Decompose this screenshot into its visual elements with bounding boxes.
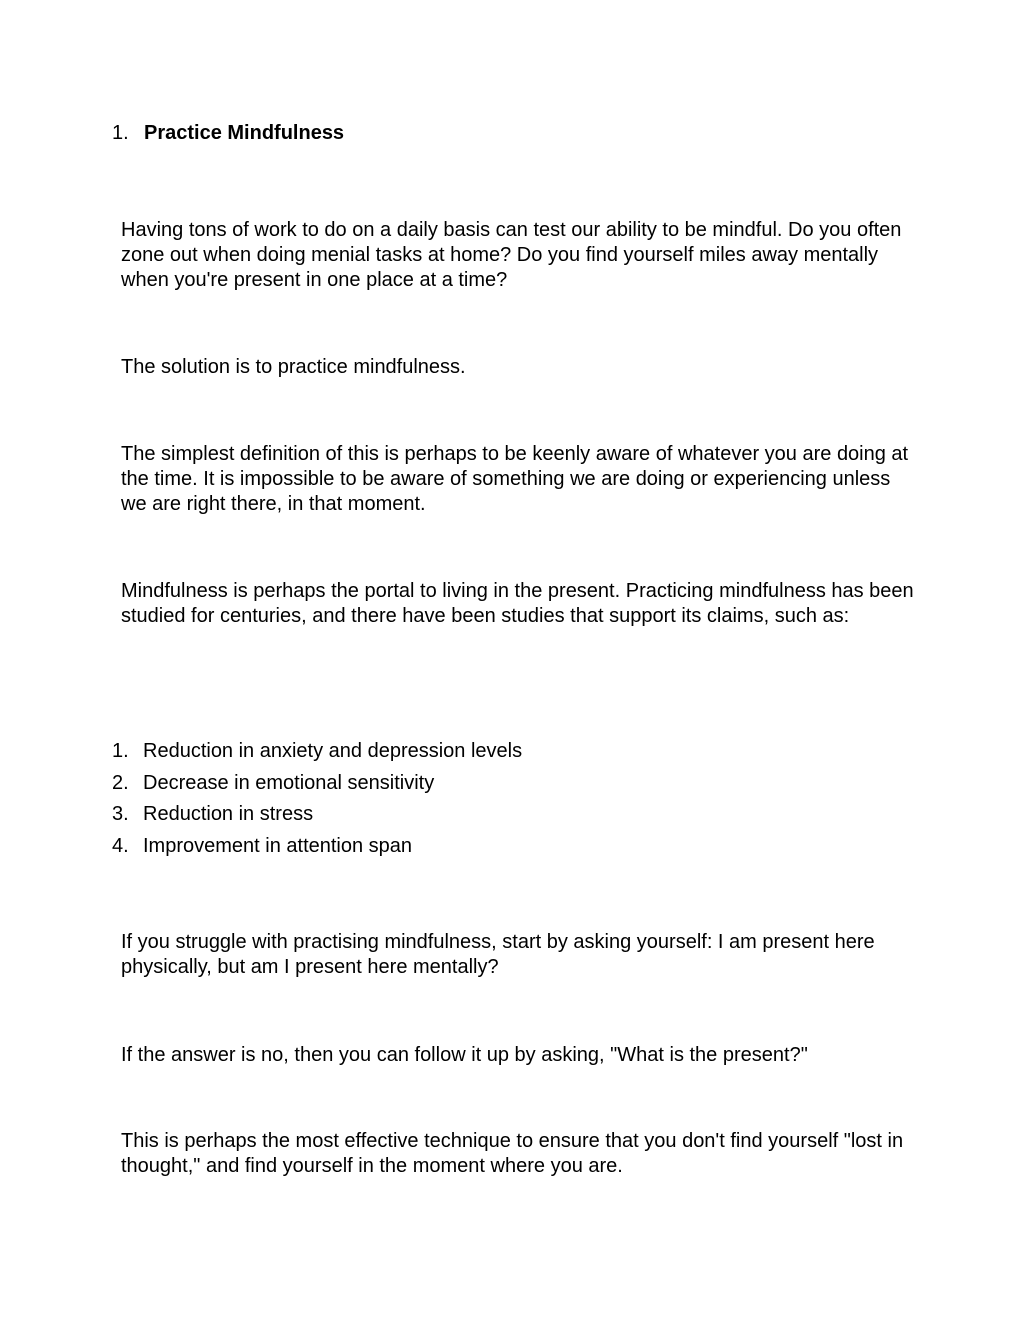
paragraph-intro: Having tons of work to do on a daily basis can test our ability to be mindful. Do you often zone out when doing menial tasks at home? Do you find yourself miles away mentally when you're present in one place at a time?	[121, 219, 902, 291]
list-item-number: 3.	[112, 803, 129, 825]
paragraph-technique: This is perhaps the most effective technique to ensure that you don't find yourself "lost in thought," and find yourself in the moment where you are.	[121, 1130, 904, 1177]
paragraph-portal: Mindfulness is perhaps the portal to living in the present. Practicing mindfulness has been studied for centuries, and there have been studies that support its claims, such as:	[121, 580, 914, 627]
list-item-number: 2.	[112, 771, 129, 794]
benefits-list	[112, 738, 522, 864]
list-item-text: Reduction in anxiety and depression levels	[143, 740, 523, 762]
list-item	[112, 738, 522, 770]
paragraph-definition: The simplest definition of this is perhaps to be keenly aware of whatever you are doing at the time. It is impossible to be aware of something we are doing or experiencing unless we are right there, in that moment.	[121, 443, 909, 515]
heading-number: 1.	[112, 122, 129, 144]
list-item-text: Improvement in attention span	[143, 834, 413, 857]
list-item	[112, 801, 522, 833]
list-item	[112, 770, 522, 802]
paragraph-struggle: If you struggle with practising mindfulness, start by asking yourself: I am present here physically, but am I present here mentally?	[121, 931, 875, 978]
list-item-text: Decrease in emotional sensitivity	[143, 771, 435, 794]
list-item	[112, 833, 522, 865]
heading-title: Practice Mindfulness	[144, 122, 345, 144]
section-heading	[112, 120, 344, 146]
list-item-number: 4.	[112, 834, 129, 857]
list-item-text: Reduction in stress	[143, 803, 314, 825]
paragraph-solution: The solution is to practice mindfulness.	[121, 356, 466, 378]
list-item-number: 1.	[112, 740, 129, 762]
paragraph-answer: If the answer is no, then you can follow it up by asking, "What is the present?"	[121, 1044, 808, 1066]
